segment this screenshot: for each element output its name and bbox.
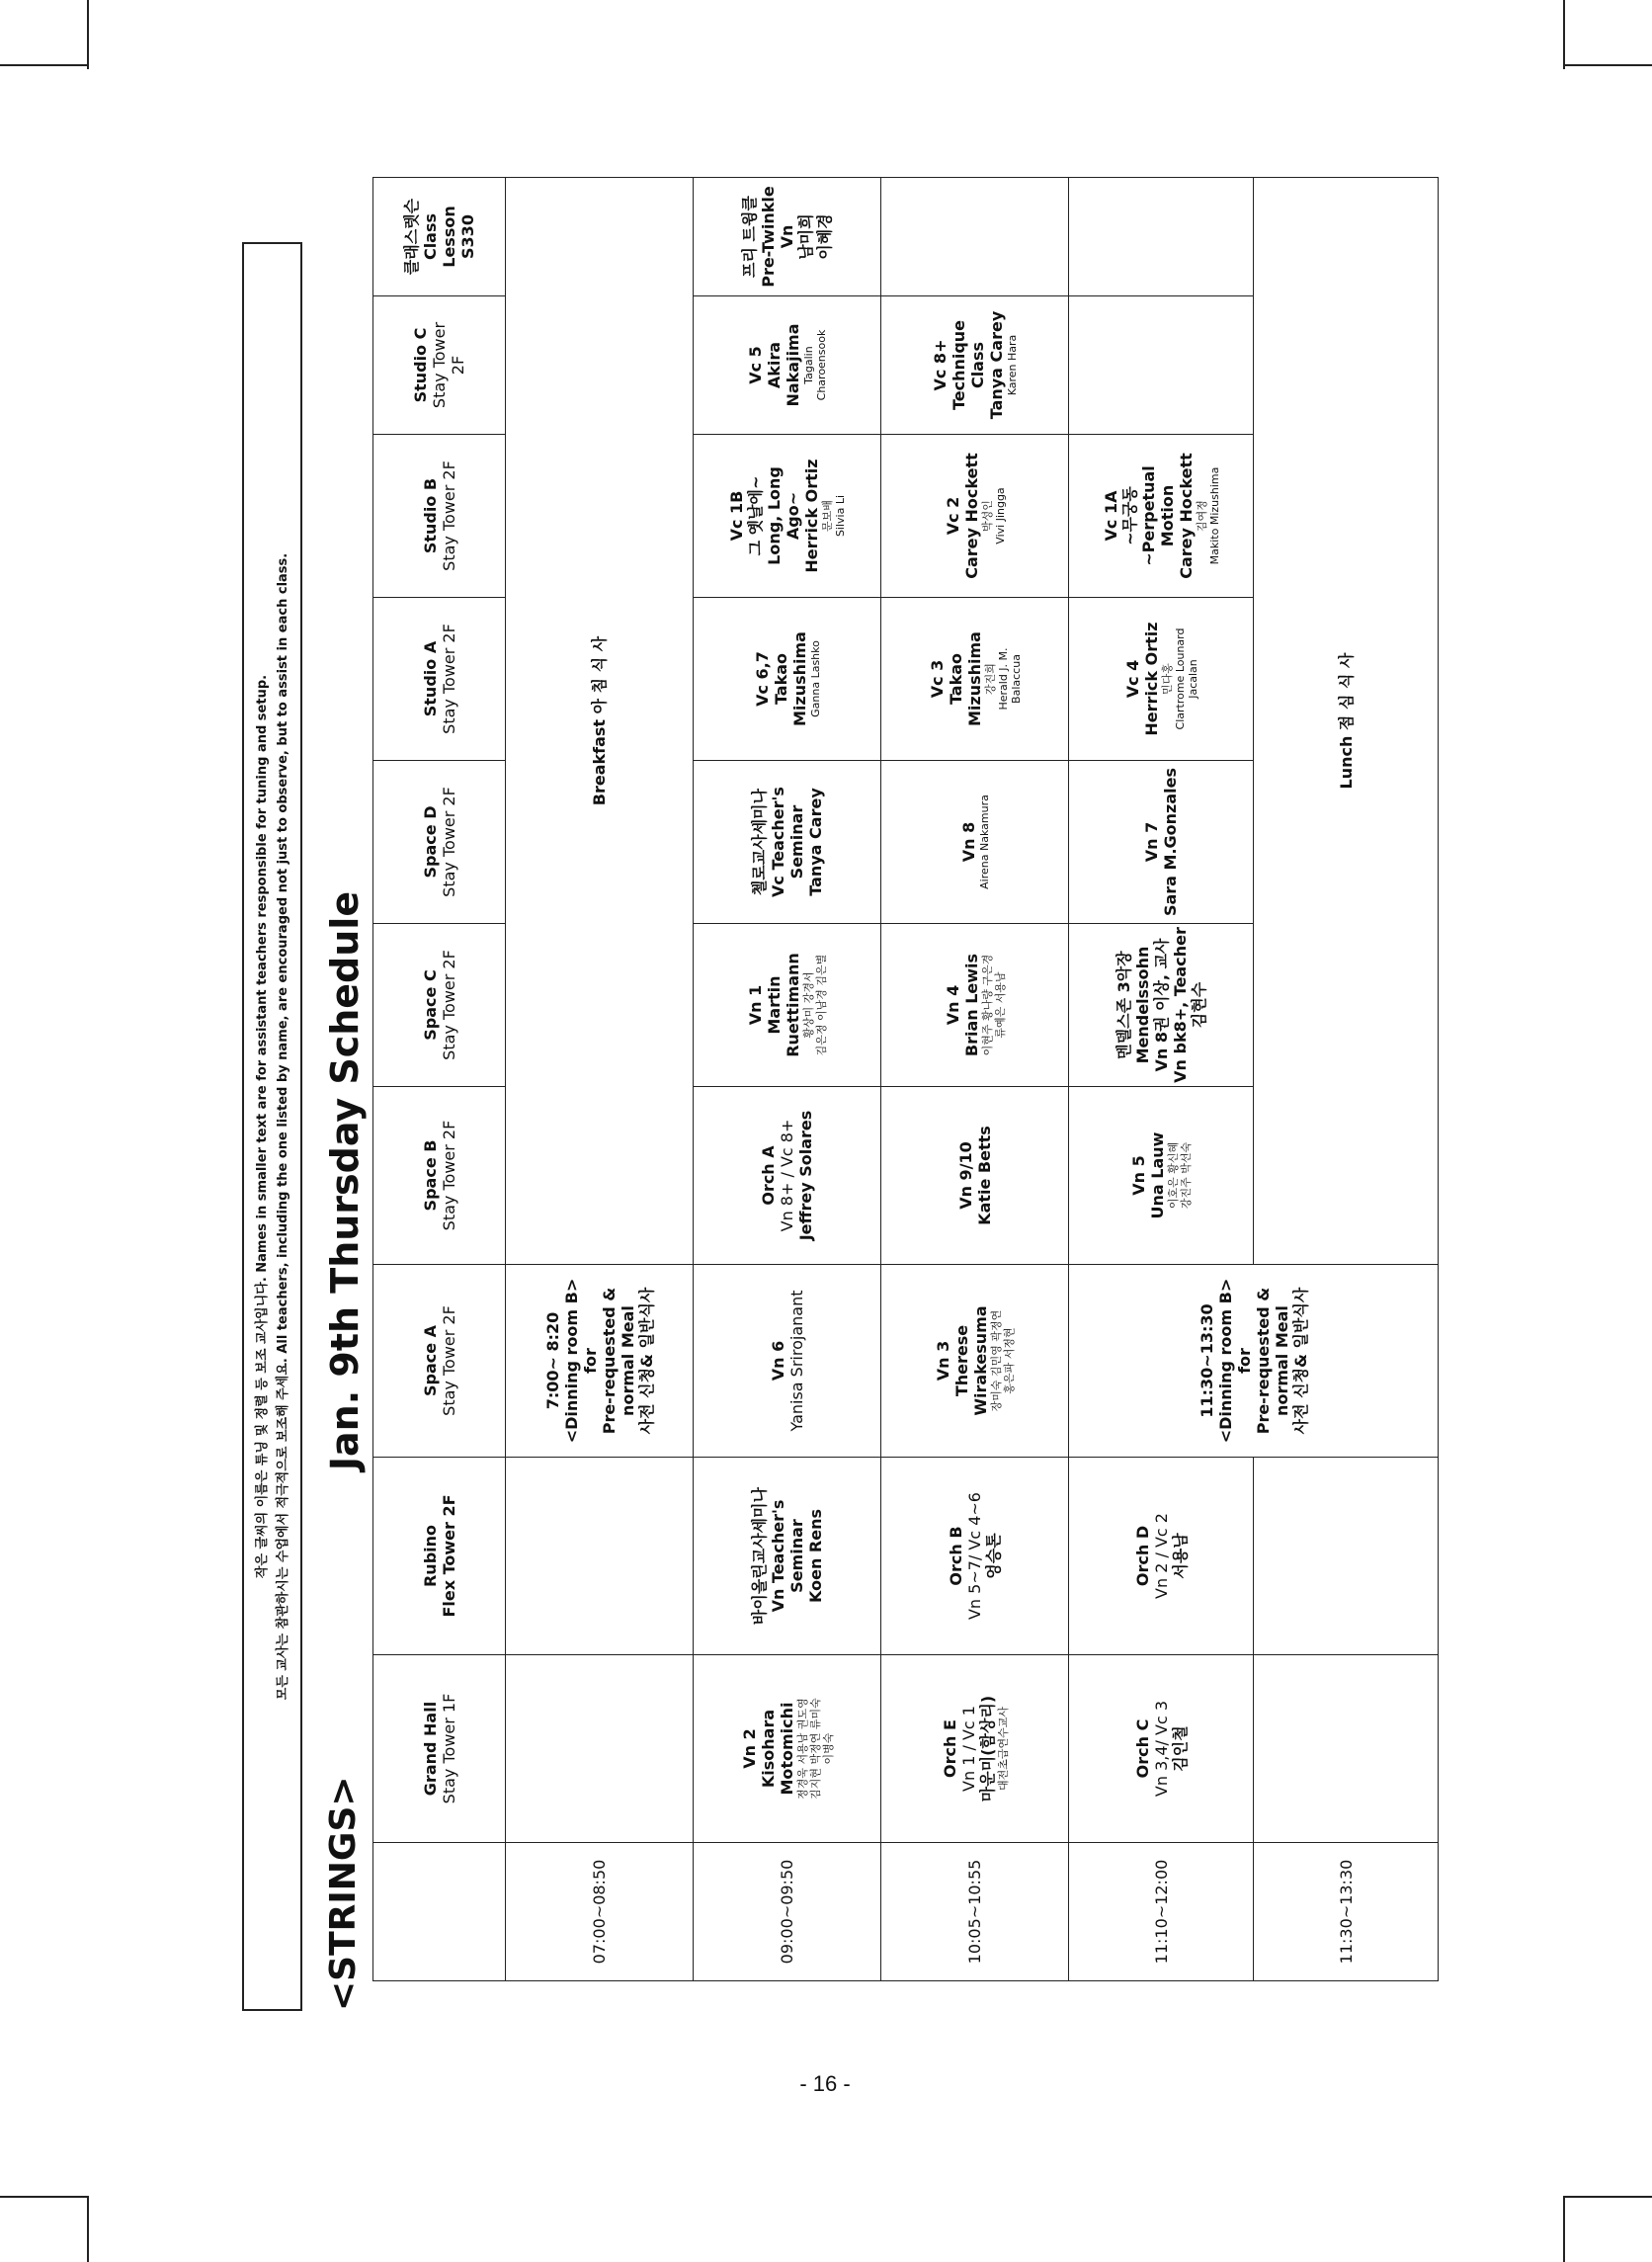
crop-mark xyxy=(1563,2196,1565,2262)
time-cell: 09:00~09:50 xyxy=(694,1843,881,1981)
header-studio-a: Studio A Stay Tower 2F xyxy=(373,598,506,761)
class-cell: 첼로교사세미나 Vc Teacher's Seminar Tanya Carey xyxy=(694,761,881,924)
notice-box xyxy=(242,242,302,2011)
lunch-cell: Lunch 점 심 식 사 xyxy=(1254,178,1439,1265)
empty-cell xyxy=(1254,1655,1439,1843)
header-row xyxy=(373,178,506,1981)
header-grand-hall: Grand Hall Stay Tower 1F xyxy=(373,1655,506,1843)
class-cell: Vc 1B 그 옛날에~ Long, Long Ago~ Herrick Ortiz 문보배 Silvia Li xyxy=(694,435,881,598)
corner-cell xyxy=(373,1843,506,1981)
section-label: <STRINGS> xyxy=(323,1776,364,2011)
crop-mark xyxy=(0,2196,87,2198)
crop-mark xyxy=(0,64,87,66)
empty-cell xyxy=(1069,296,1254,435)
page-number: - 16 - xyxy=(799,2071,851,2096)
page-title: Jan. 9th Thursday Schedule xyxy=(323,890,367,1471)
class-cell: Vn 7 Sara M.Gonzales xyxy=(1069,761,1254,924)
crop-mark xyxy=(1563,64,1652,66)
empty-cell xyxy=(1254,1458,1439,1655)
class-cell: 바이올린교사세미나 Vn Teacher's Seminar Koen Rens xyxy=(694,1458,881,1655)
class-cell: Vc 5 Akira Nakajima Tagalin Charoensook xyxy=(694,296,881,435)
class-cell: Vc 2 Carey Hockett 박성인 Vivi Jingga xyxy=(881,435,1069,598)
class-cell: Vc 1A ~무궁동 ~Perpetual Motion Carey Hockett 김여정 Makito Mizushima xyxy=(1069,435,1254,598)
header-rubino: Rubino Flex Tower 2F xyxy=(373,1458,506,1655)
notice-line-2: 모든 교사는 참관하시는 수업에서 적극적으로 보조해 주세요. All teachers, including the one listed by name, are encouraged not just to observe, but to assist in each class. xyxy=(275,552,290,1701)
class-cell: Vn 5 Una Lauw 이호은 황신혜 강진주 박선숙 xyxy=(1069,1087,1254,1265)
class-cell: Vn 6 Yanisa Srirojanant xyxy=(694,1265,881,1458)
crop-mark xyxy=(1563,0,1565,69)
row-1005 xyxy=(881,178,1069,1981)
class-cell: Vc 6,7 Takao Mizushima Ganna Lashko xyxy=(694,598,881,761)
header-space-c: Space C Stay Tower 2F xyxy=(373,924,506,1087)
class-cell: Orch E Vn 1 / Vc 1 마운미(함상리) 대전초급연수교사 xyxy=(881,1655,1069,1843)
row-1110 xyxy=(1069,178,1254,1981)
class-cell: Orch D Vn 2 / Vc 2 서용남 xyxy=(1069,1458,1254,1655)
row-0900 xyxy=(694,178,881,1981)
header-studio-c: Studio C Stay Tower 2F xyxy=(373,296,506,435)
class-cell: Vn 4 Brian Lewis 이현주 황나량 구은경 류예은 서용남 xyxy=(881,924,1069,1087)
row-lunch xyxy=(1254,178,1439,1981)
class-cell: Vc 8+ Technique Class Tanya Carey Karen Hara xyxy=(881,296,1069,435)
dining-lunch-cell: 11:30~13:30 <Dinning room B> for Pre-requested & normal Meal 사전 신청& 일반식사 xyxy=(1069,1265,1439,1458)
notice-line-1: 작은 글씨의 이름은 튜닝 및 정렬 등 보조 교사입니다. Names in smaller text are for assistant teachers responsible for tuning and setup. xyxy=(254,674,270,1579)
class-cell: Vn 2 Kisohara Motomichi 정경욱 서용남 권도영 김지현 박정연 류미숙 이병숙 xyxy=(694,1655,881,1843)
crop-mark xyxy=(87,0,89,69)
crop-mark xyxy=(87,2196,89,2262)
breakfast-cell: Breakfast 아 침 식 사 xyxy=(506,178,694,1265)
row-breakfast xyxy=(506,178,694,1981)
header-class-lesson: 클래스렛슨 Class Lesson S330 xyxy=(373,178,506,296)
class-cell: 프리 트윙클 Pre-Twinkle Vn 남미희 이혜경 xyxy=(694,178,881,296)
header-studio-b: Studio B Stay Tower 2F xyxy=(373,435,506,598)
crop-mark xyxy=(1563,2196,1652,2198)
class-cell: Vc 4 Herrick Ortiz 민다홍 Clartrome Lounard Jacalan xyxy=(1069,598,1254,761)
class-cell: Orch A Vn 8+ / Vc 8+ Jeffrey Solares xyxy=(694,1087,881,1265)
time-cell: 07:00~08:50 xyxy=(506,1843,694,1981)
class-cell: 멘델스존 3악장 Mendelssohn Vn 8권 이상, 교사 Vn bk8+, Teacher 김현수 xyxy=(1069,924,1254,1087)
class-cell: Orch B Vn 5~7/ Vc 4~6 엉승톤 xyxy=(881,1458,1069,1655)
empty-cell xyxy=(1069,178,1254,296)
schedule-table xyxy=(372,177,1439,1981)
class-cell: Vc 3 Takao Mizushima 강진희 Herald J. M. Balaccua xyxy=(881,598,1069,761)
dining-breakfast-cell: 7:00~ 8:20 <Dinning room B> for Pre-requested & normal Meal 사전 신청& 일반식사 xyxy=(506,1265,694,1458)
header-space-b: Space B Stay Tower 2F xyxy=(373,1087,506,1265)
rotated-schedule xyxy=(242,186,1438,2011)
grand-hall-row1 xyxy=(506,1655,694,1843)
class-cell: Vn 3 Therese Wirakesuma 장미숙 김민영 곽정연 홍은파 서정현 xyxy=(881,1265,1069,1458)
class-cell: Vn 9/10 Katie Betts xyxy=(881,1087,1069,1265)
class-cell: Orch C Vn 3,4/ Vc 3 김인철 xyxy=(1069,1655,1254,1843)
empty-cell xyxy=(881,178,1069,296)
time-cell: 11:10~12:00 xyxy=(1069,1843,1254,1981)
header-space-a: Space A Stay Tower 2F xyxy=(373,1265,506,1458)
time-cell: 11:30~13:30 xyxy=(1254,1843,1439,1981)
time-cell: 10:05~10:55 xyxy=(881,1843,1069,1981)
rubino-row1 xyxy=(506,1458,694,1655)
class-cell: Vn 1 Martin Ruettimann 황상미 강경서 김은정 이남경 김은별 xyxy=(694,924,881,1087)
header-space-d: Space D Stay Tower 2F xyxy=(373,761,506,924)
class-cell: Vn 8 Airena Nakamura xyxy=(881,761,1069,924)
